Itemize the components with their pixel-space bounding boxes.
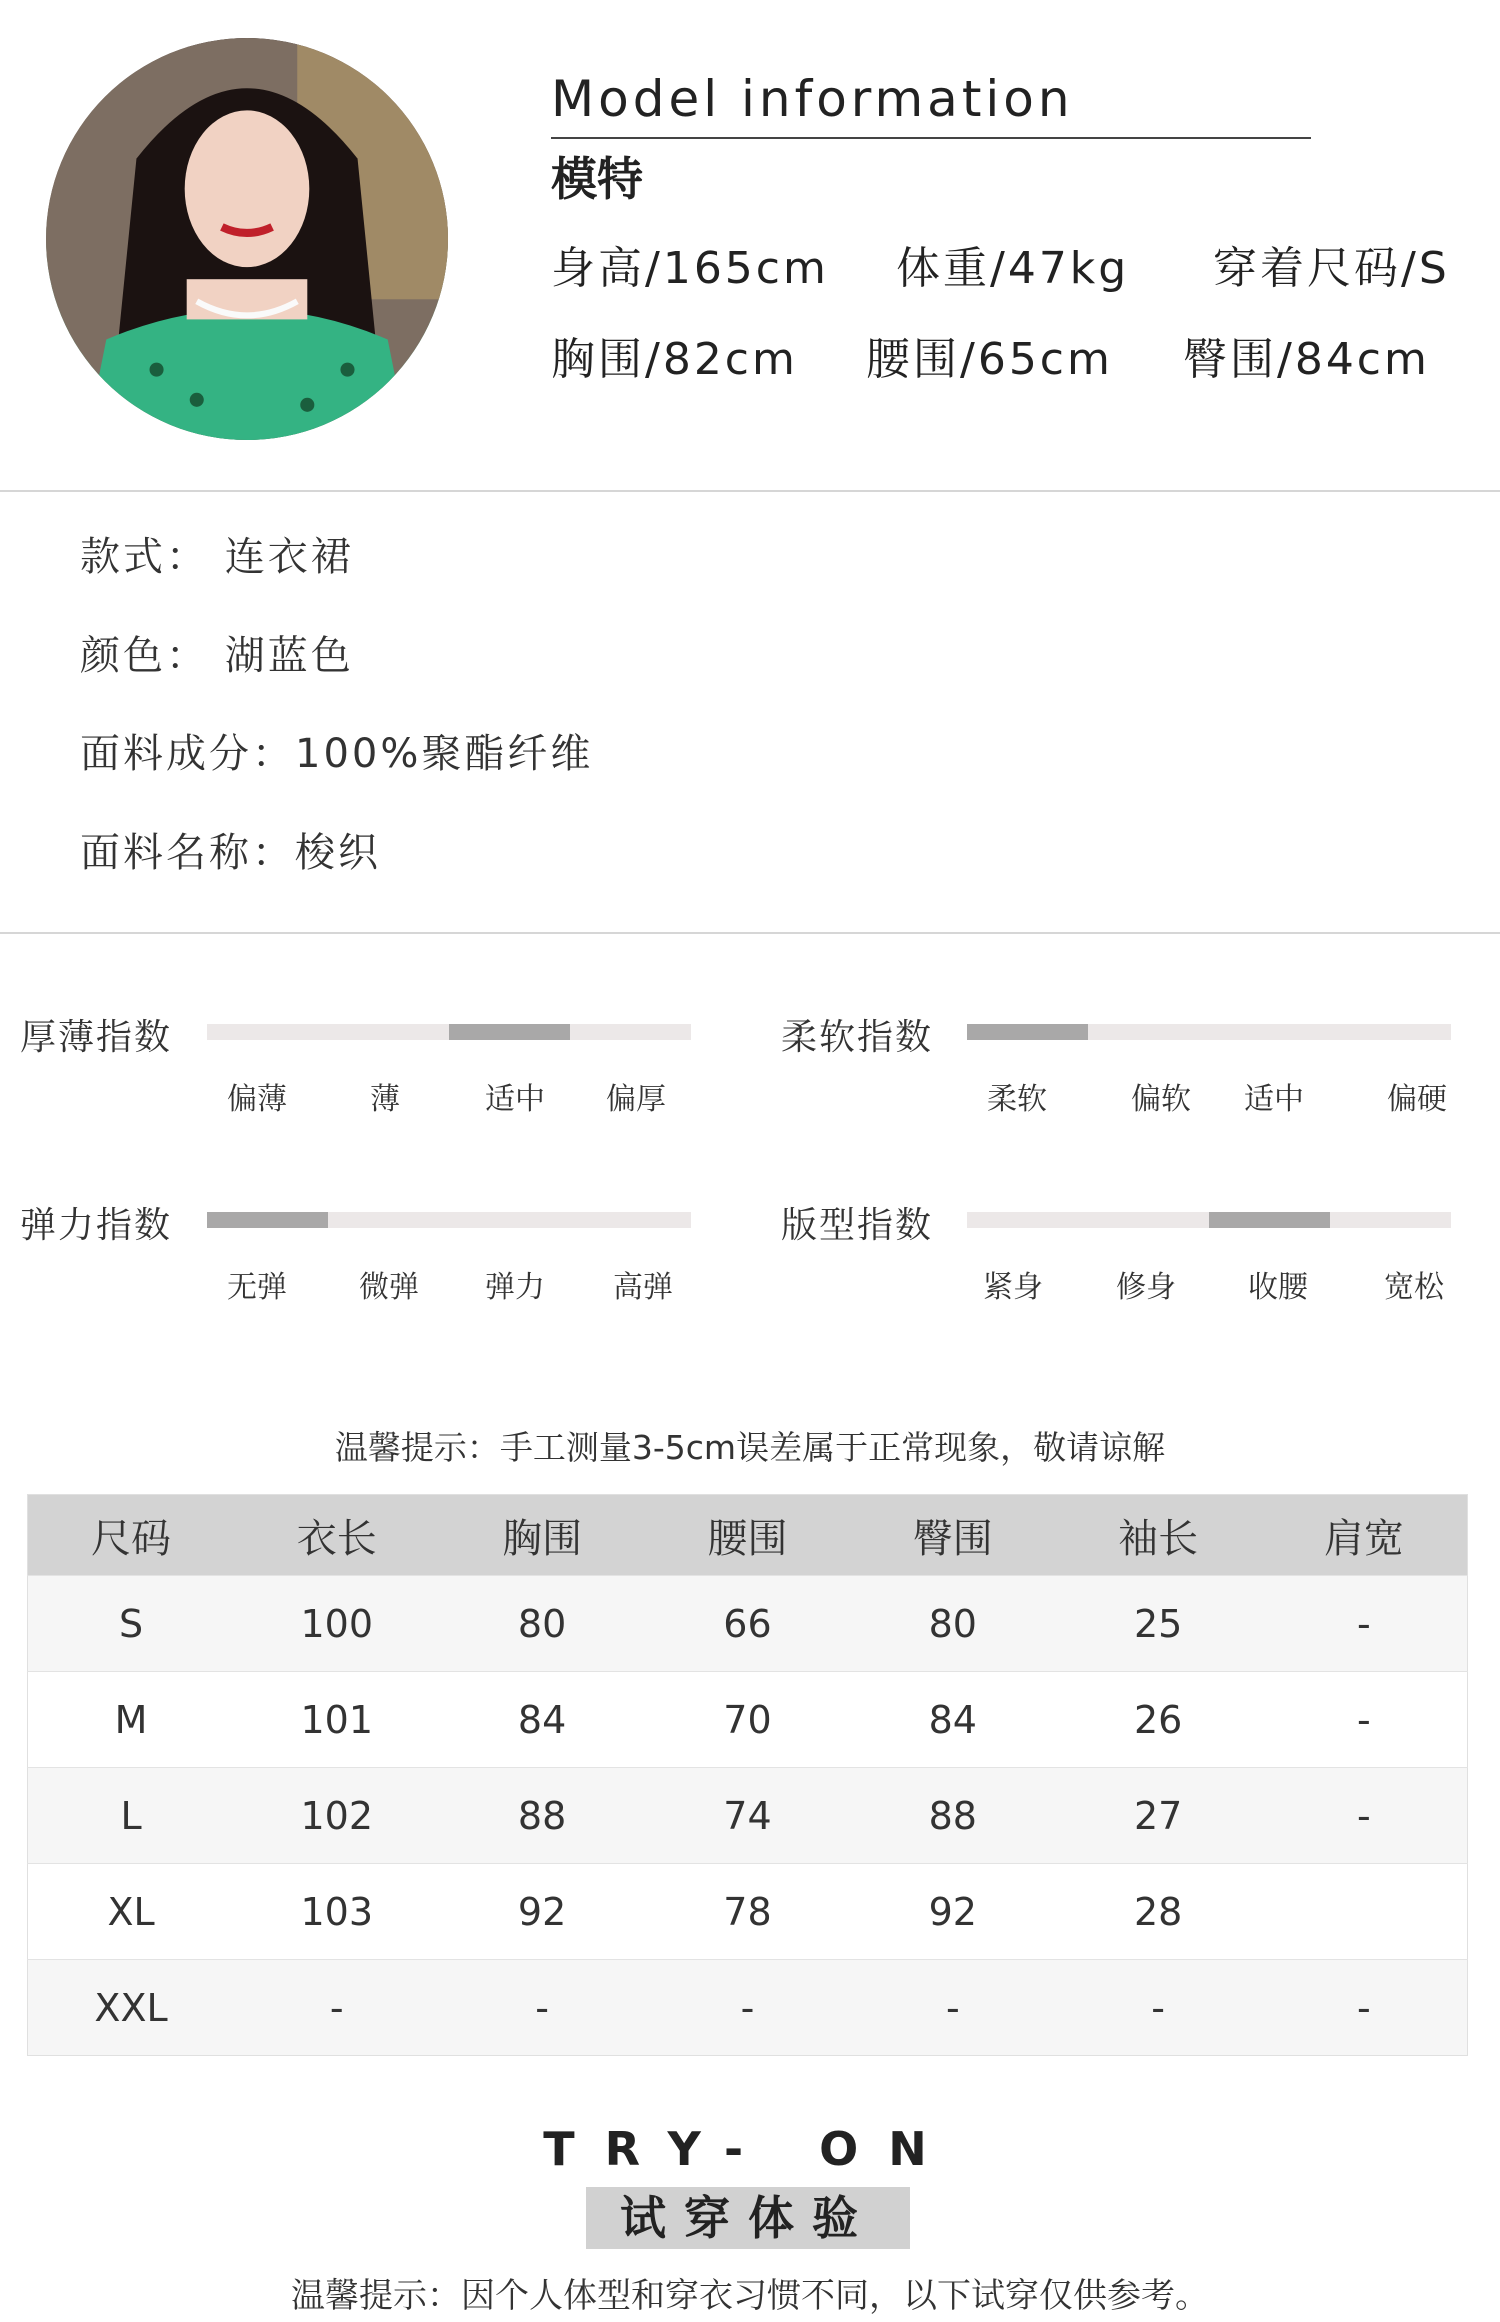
table-row bbox=[28, 1960, 1468, 2056]
model-height: 身高/165cm bbox=[551, 243, 829, 294]
model-title-cn: 模特 bbox=[551, 152, 643, 206]
fit-option: 修身 bbox=[1116, 1270, 1176, 1305]
tryon-title: TRY- ON bbox=[543, 2122, 957, 2176]
size-table bbox=[27, 1494, 1468, 2056]
fit-option: 宽松 bbox=[1384, 1270, 1444, 1305]
table-row bbox=[28, 1768, 1468, 1864]
softness-index-label: 柔软指数 bbox=[781, 1017, 934, 1058]
table-cell: 102 bbox=[234, 1768, 439, 1864]
softness-option: 适中 bbox=[1244, 1082, 1304, 1117]
table-cell: 27 bbox=[1055, 1768, 1260, 1864]
table-cell: 84 bbox=[850, 1672, 1055, 1768]
table-cell: - bbox=[645, 1960, 850, 2056]
softness-index-fill bbox=[967, 1024, 1088, 1040]
table-cell: XL bbox=[28, 1864, 235, 1960]
model-photo bbox=[46, 38, 448, 440]
table-cell: 74 bbox=[645, 1768, 850, 1864]
section-divider bbox=[0, 932, 1500, 934]
softness-option: 偏硬 bbox=[1387, 1082, 1447, 1117]
table-row bbox=[28, 1672, 1468, 1768]
table-cell: 70 bbox=[645, 1672, 850, 1768]
attr-fabric-name: 面料名称：梭织 bbox=[80, 830, 381, 876]
fit-index-label: 版型指数 bbox=[781, 1205, 934, 1246]
col-header-length: 衣长 bbox=[234, 1495, 439, 1576]
fit-option: 紧身 bbox=[983, 1270, 1043, 1305]
section-divider bbox=[0, 490, 1500, 492]
model-waist: 腰围/65cm bbox=[866, 334, 1113, 385]
table-cell: 80 bbox=[439, 1576, 644, 1672]
table-cell: 103 bbox=[234, 1864, 439, 1960]
model-size: 穿着尺码/S bbox=[1213, 243, 1450, 294]
table-row bbox=[28, 1576, 1468, 1672]
model-title-underline bbox=[551, 137, 1311, 139]
attr-fabric-composition: 面料成分：100%聚酯纤维 bbox=[80, 731, 594, 777]
table-cell: - bbox=[1261, 1960, 1468, 2056]
table-cell: 92 bbox=[850, 1864, 1055, 1960]
softness-option: 偏软 bbox=[1131, 1082, 1191, 1117]
attr-style: 款式： 连衣裙 bbox=[80, 534, 354, 580]
attr-color: 颜色： 湖蓝色 bbox=[80, 633, 354, 679]
model-info-title: Model information bbox=[551, 70, 1074, 128]
table-cell: - bbox=[850, 1960, 1055, 2056]
col-header-shoulder: 肩宽 bbox=[1261, 1495, 1468, 1576]
elasticity-option: 高弹 bbox=[613, 1270, 673, 1305]
table-cell: - bbox=[1055, 1960, 1260, 2056]
fit-option: 收腰 bbox=[1248, 1270, 1308, 1305]
table-cell: - bbox=[234, 1960, 439, 2056]
model-weight: 体重/47kg bbox=[896, 243, 1130, 294]
table-cell: 101 bbox=[234, 1672, 439, 1768]
elasticity-option: 弹力 bbox=[485, 1270, 545, 1305]
elasticity-index-fill bbox=[207, 1212, 328, 1228]
table-row bbox=[28, 1864, 1468, 1960]
tryon-subtitle: 试穿体验 bbox=[586, 2187, 910, 2249]
table-cell: - bbox=[1261, 1672, 1468, 1768]
table-cell: L bbox=[28, 1768, 235, 1864]
table-cell: 78 bbox=[645, 1864, 850, 1960]
elasticity-index-track bbox=[207, 1212, 691, 1228]
col-header-bust: 胸围 bbox=[439, 1495, 644, 1576]
tryon-tip: 温馨提示：因个人体型和穿衣习惯不同，以下试穿仅供参考。 bbox=[291, 2276, 1209, 2316]
table-cell: 66 bbox=[645, 1576, 850, 1672]
elasticity-option: 微弹 bbox=[359, 1270, 419, 1305]
thickness-index-label: 厚薄指数 bbox=[20, 1017, 173, 1058]
measurement-tip: 温馨提示：手工测量3-5cm误差属于正常现象，敬请谅解 bbox=[334, 1428, 1166, 1467]
size-table-header-row bbox=[28, 1495, 1468, 1576]
table-cell: 26 bbox=[1055, 1672, 1260, 1768]
col-header-hip: 臀围 bbox=[850, 1495, 1055, 1576]
table-cell: - bbox=[1261, 1768, 1468, 1864]
model-portrait-illustration bbox=[46, 38, 448, 440]
table-cell: S bbox=[28, 1576, 235, 1672]
col-header-waist: 腰围 bbox=[645, 1495, 850, 1576]
table-cell: 88 bbox=[850, 1768, 1055, 1864]
col-header-sleeve: 袖长 bbox=[1055, 1495, 1260, 1576]
thickness-index-fill bbox=[449, 1024, 570, 1040]
table-cell: - bbox=[1261, 1576, 1468, 1672]
table-cell bbox=[1261, 1864, 1468, 1960]
thickness-option: 偏薄 bbox=[227, 1082, 287, 1117]
table-cell: M bbox=[28, 1672, 235, 1768]
table-cell: - bbox=[439, 1960, 644, 2056]
table-cell: 88 bbox=[439, 1768, 644, 1864]
elasticity-index-label: 弹力指数 bbox=[20, 1205, 173, 1246]
elasticity-option: 无弹 bbox=[227, 1270, 287, 1305]
softness-option: 柔软 bbox=[987, 1082, 1047, 1117]
model-bust: 胸围/82cm bbox=[551, 334, 798, 385]
model-hip: 臀围/84cm bbox=[1183, 334, 1430, 385]
thickness-index-track bbox=[207, 1024, 691, 1040]
fit-index-fill bbox=[1209, 1212, 1330, 1228]
table-cell: 25 bbox=[1055, 1576, 1260, 1672]
thickness-option: 薄 bbox=[370, 1082, 400, 1117]
thickness-option: 偏厚 bbox=[606, 1082, 666, 1117]
softness-index-track bbox=[967, 1024, 1451, 1040]
table-cell: 28 bbox=[1055, 1864, 1260, 1960]
col-header-size: 尺码 bbox=[28, 1495, 235, 1576]
table-cell: 80 bbox=[850, 1576, 1055, 1672]
thickness-option: 适中 bbox=[485, 1082, 545, 1117]
table-cell: 84 bbox=[439, 1672, 644, 1768]
fit-index-track bbox=[967, 1212, 1451, 1228]
table-cell: XXL bbox=[28, 1960, 235, 2056]
table-cell: 92 bbox=[439, 1864, 644, 1960]
table-cell: 100 bbox=[234, 1576, 439, 1672]
